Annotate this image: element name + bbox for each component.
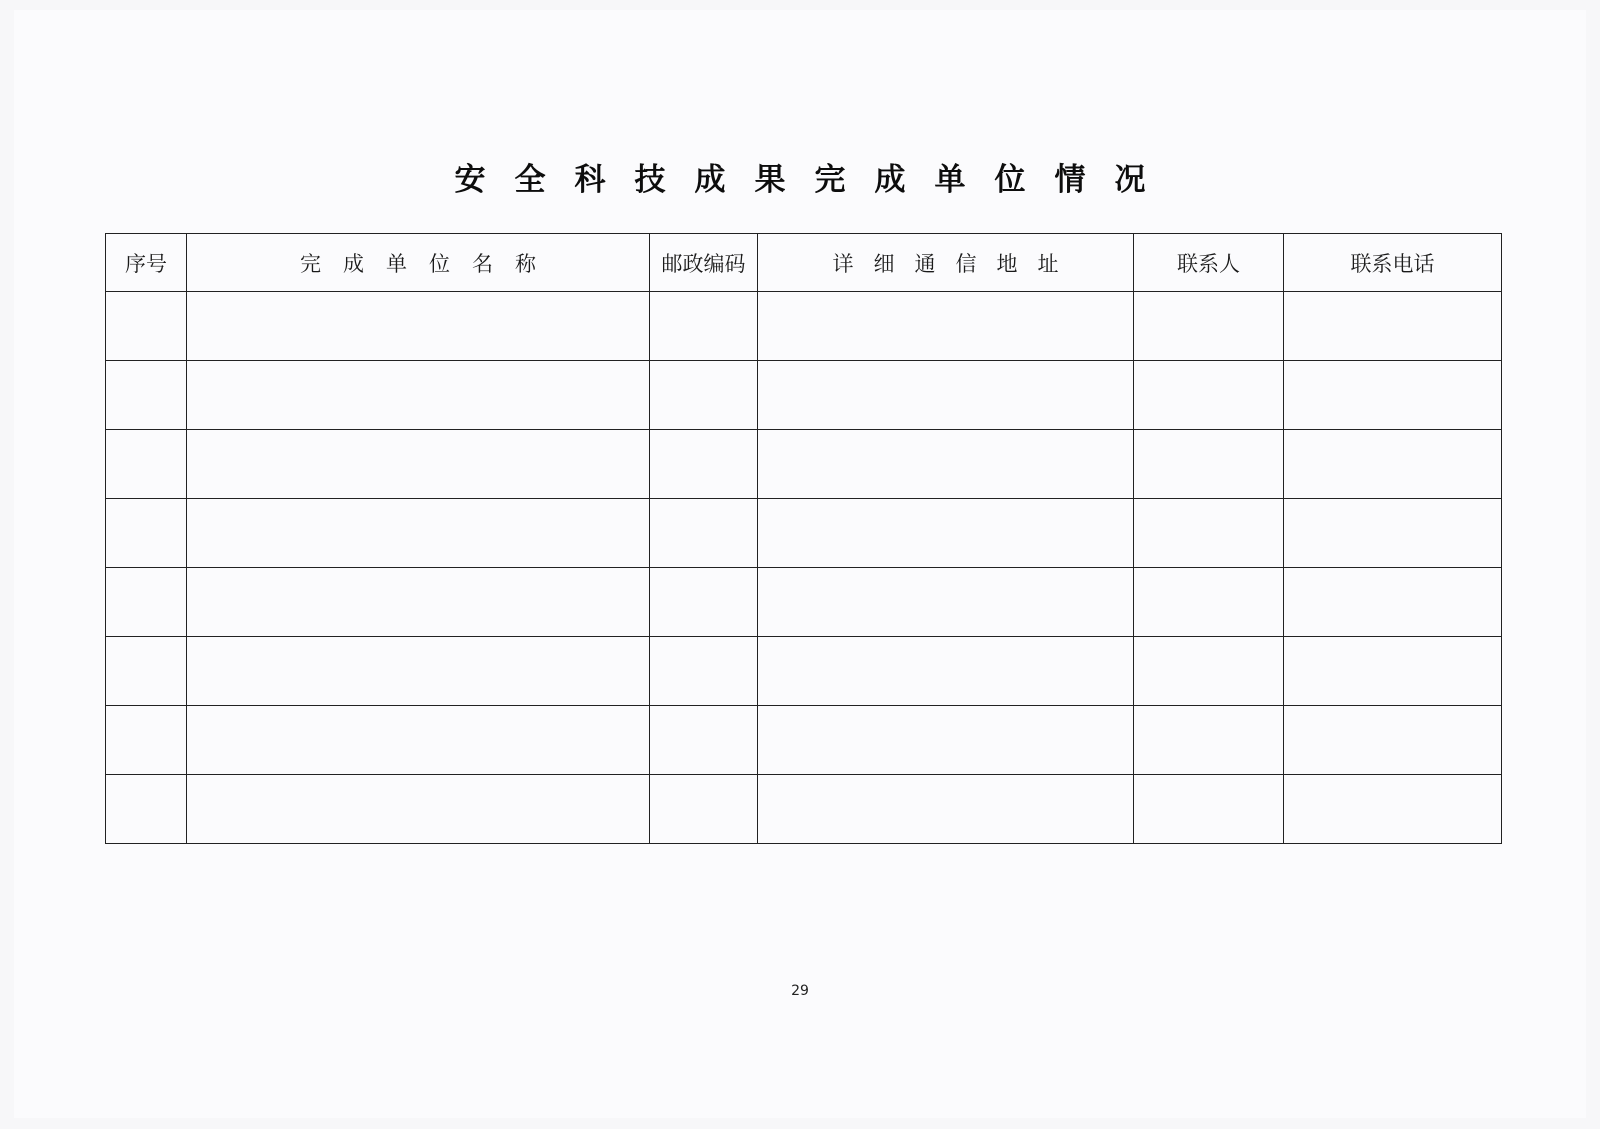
- contact-person-cell[interactable]: [1134, 637, 1284, 706]
- seq-cell[interactable]: [106, 292, 187, 361]
- unit-name-cell[interactable]: [187, 568, 650, 637]
- unit-name-cell[interactable]: [187, 361, 650, 430]
- header-address: 详细通信地址: [758, 234, 1134, 292]
- page-number: 29: [791, 983, 809, 999]
- contact-person-cell[interactable]: [1134, 775, 1284, 844]
- postal-code-cell[interactable]: [650, 637, 758, 706]
- table-header-row: [106, 234, 1502, 292]
- contact-phone-cell[interactable]: [1284, 430, 1502, 499]
- contact-phone-cell[interactable]: [1284, 499, 1502, 568]
- table-row: [106, 499, 1502, 568]
- address-cell[interactable]: [758, 568, 1134, 637]
- contact-person-cell[interactable]: [1134, 706, 1284, 775]
- unit-name-cell[interactable]: [187, 292, 650, 361]
- address-cell[interactable]: [758, 637, 1134, 706]
- postal-code-cell[interactable]: [650, 568, 758, 637]
- header-contact-person: 联系人: [1134, 234, 1284, 292]
- seq-cell[interactable]: [106, 430, 187, 499]
- postal-code-cell[interactable]: [650, 499, 758, 568]
- unit-name-cell[interactable]: [187, 775, 650, 844]
- contact-person-cell[interactable]: [1134, 568, 1284, 637]
- address-cell[interactable]: [758, 706, 1134, 775]
- contact-phone-cell[interactable]: [1284, 706, 1502, 775]
- contact-phone-cell[interactable]: [1284, 292, 1502, 361]
- postal-code-cell[interactable]: [650, 292, 758, 361]
- table-row: [106, 775, 1502, 844]
- document-title: 安全科技成果完成单位情况: [454, 162, 1175, 198]
- header-postal-code: 邮政编码: [650, 234, 758, 292]
- unit-name-cell[interactable]: [187, 499, 650, 568]
- postal-code-cell[interactable]: [650, 361, 758, 430]
- address-cell[interactable]: [758, 430, 1134, 499]
- header-seq: 序号: [106, 234, 187, 292]
- contact-person-cell[interactable]: [1134, 361, 1284, 430]
- contact-person-cell[interactable]: [1134, 430, 1284, 499]
- unit-name-cell[interactable]: [187, 430, 650, 499]
- contact-person-cell[interactable]: [1134, 499, 1284, 568]
- table-row: [106, 292, 1502, 361]
- seq-cell[interactable]: [106, 706, 187, 775]
- seq-cell[interactable]: [106, 637, 187, 706]
- unit-name-cell[interactable]: [187, 706, 650, 775]
- seq-cell[interactable]: [106, 361, 187, 430]
- postal-code-cell[interactable]: [650, 775, 758, 844]
- contact-phone-cell[interactable]: [1284, 361, 1502, 430]
- table-body: [106, 292, 1502, 844]
- postal-code-cell[interactable]: [650, 706, 758, 775]
- contact-person-cell[interactable]: [1134, 292, 1284, 361]
- seq-cell[interactable]: [106, 775, 187, 844]
- header-contact-phone: 联系电话: [1284, 234, 1502, 292]
- contact-phone-cell[interactable]: [1284, 637, 1502, 706]
- address-cell[interactable]: [758, 361, 1134, 430]
- table-row: [106, 430, 1502, 499]
- seq-cell[interactable]: [106, 499, 187, 568]
- table-row: [106, 706, 1502, 775]
- address-cell[interactable]: [758, 775, 1134, 844]
- address-cell[interactable]: [758, 499, 1134, 568]
- table-row: [106, 568, 1502, 637]
- table-row: [106, 361, 1502, 430]
- seq-cell[interactable]: [106, 568, 187, 637]
- address-cell[interactable]: [758, 292, 1134, 361]
- contact-phone-cell[interactable]: [1284, 775, 1502, 844]
- completion-units-table: [105, 233, 1502, 844]
- unit-name-cell[interactable]: [187, 637, 650, 706]
- header-unit-name: 完成单位名称: [187, 234, 650, 292]
- contact-phone-cell[interactable]: [1284, 568, 1502, 637]
- postal-code-cell[interactable]: [650, 430, 758, 499]
- table-row: [106, 637, 1502, 706]
